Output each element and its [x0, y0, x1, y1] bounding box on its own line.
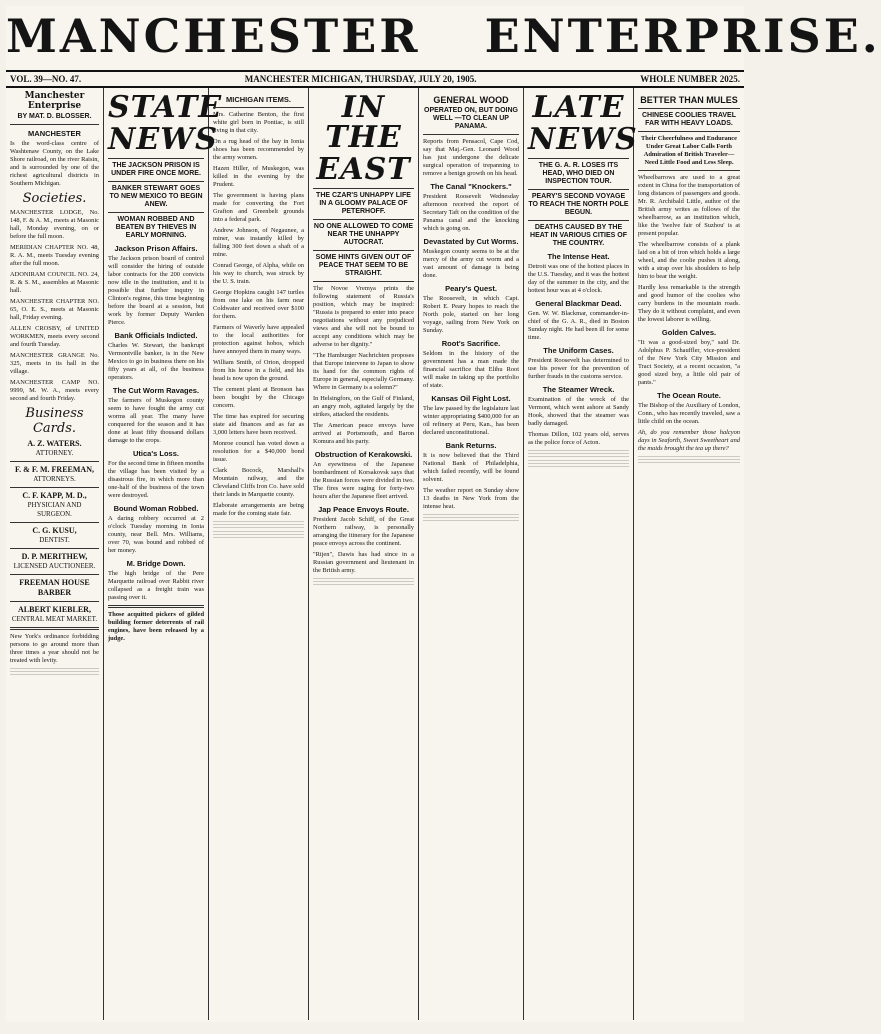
story-text: The Novoe Vremya prints the following statement of Russia's position, which may be inspired: "Russia is prepared to enter into peace negotiations without any prejudiced views and she will not be bound to accept any conditions which may be adverse to her dignity.": [313, 285, 414, 348]
column-state-news: [104, 88, 223, 1020]
story-text: It is now believed that the Third National Bank of Philadelphia, which failed recently, will be found solvent.: [423, 452, 519, 483]
text-filler: [528, 450, 629, 458]
story-heading: The Ocean Route.: [657, 391, 721, 400]
columns: [6, 88, 744, 1020]
divider: [10, 487, 99, 488]
story-text: The high bridge of the Pere Marquette railroad over Rabbit river collapsed as a freight train was passing over it.: [108, 570, 204, 601]
intro-text: Is the word-class centre of Washtenaw County, on the Lake Shore railroad, on the river Raisin, and is surrounded by one of the richest agricultural districts in Southern Michigan.: [10, 140, 99, 187]
subheading: OPERATED ON, BUT DOING WELL —TO CLEAN UP PANAMA.: [424, 107, 518, 130]
divider: [638, 131, 740, 132]
story-text: The American peace envoys have arrived at Portsmouth, and Baron Komura and his party.: [313, 422, 414, 445]
card-role: ATTORNEY.: [35, 449, 74, 457]
story-text: The wheelbarrow consists of a plank laid on a bit of iron which holds a large wheel, and the coolie pushes it along, with a strap over his shoulders to help him to bear the weight.: [638, 241, 740, 280]
column-late-news: [524, 88, 638, 1020]
subheading: NO ONE ALLOWED TO COME NEAR THE UNHAPPY AUTOCRAT.: [313, 223, 414, 246]
divider: [313, 250, 414, 251]
divider: [10, 461, 99, 462]
society-listing: ADONIRAM COUNCIL NO. 24, R. & S. M., assembles at Masonic hall.: [10, 271, 99, 294]
divider: [313, 188, 414, 189]
story-text: Muskegon county seems to be at the mercy of the army cut worm and a vast amount of damage is being done.: [423, 248, 519, 279]
news-item: The cement plant at Bronson has been bought by the Chicago concern.: [213, 386, 304, 409]
story-heading: Kansas Oil Fight Lost.: [431, 394, 511, 403]
news-item: Conrad George, of Alpha, while on his way to church, was struck by the U. S. train.: [213, 262, 304, 285]
story-heading: Golden Calves.: [661, 328, 717, 337]
divider: [638, 108, 740, 109]
card-role: DENTIST.: [39, 536, 70, 544]
east-heading: EAST: [316, 152, 411, 187]
story-text: Gen. W. W. Blackmar, commander-in-chief of the G. A. R., died in Boston Sunday night. He had been ill for some time.: [528, 310, 629, 341]
card-role: LICENSED AUCTIONEER.: [13, 562, 96, 570]
subheading: BANKER STEWART GOES TO NEW MEXICO TO BEGIN ANEW.: [109, 185, 203, 208]
story-text: Reports from Pensacol, Cape Cod, say that Maj.-Gen. Leonard Wood has just undergone the delicate surgical operation of trepanning to remove a benign growth on his head.: [423, 138, 519, 177]
subheading: WOMAN ROBBED AND BEATEN BY THIEVES IN EARLY MORNING.: [115, 216, 197, 239]
byline: BY MAT. D. BLOSSER.: [17, 113, 92, 120]
story-text: The law passed by the legislature last winter appropriating $400,000 for an oil refinery at Peru, Kan., has been declared unconstitutional.: [423, 405, 519, 436]
card-name: F. & F. M. FREEMAN,: [15, 465, 94, 474]
subheading: CHINESE COOLIES TRAVEL FAR WITH HEAVY LOADS.: [642, 112, 736, 127]
story-text: Wheelbarrows are used to a great extent in China for the transportation of long distances of passengers and goods. Mr. R. Archibald Little, author of the British army writes as follows of the wheelbarrow, as an institution which, like the 'twelve fair of Suzhou' is at present popular.: [638, 174, 740, 237]
story-text: Charles W. Stewart, the bankrupt Vermontville banker, is in the New Mexico to go in business there on his fifty years at all, of the business operators.: [108, 342, 204, 381]
subheading: DEATHS CAUSED BY THE HEAT IN VARIOUS CITIES OF THE COUNTRY.: [530, 224, 627, 247]
story-text: A daring robbery occurred at 2 o'clock Tuesday morning in Ionia county, near Bell. Mrs. Williams, over 70, was bound and robbed of her money.: [108, 515, 204, 554]
society-listing: ALLEN CROSBY, of UNITED WORKMEN, meets every second and fourth Tuesday.: [10, 325, 99, 348]
michigan-items-heading: MICHIGAN ITEMS.: [226, 95, 291, 104]
column-better-than-mules: [634, 88, 744, 1020]
divider: [10, 548, 99, 549]
news-item: Mrs. Catherine Benton, the first white girl born in Pontiac, is still living in that city.: [213, 111, 304, 134]
state-heading: STATE: [108, 90, 223, 125]
society-listing: MANCHESTER CAMP NO. 9999, M. W. A., meets every second and fourth Friday.: [10, 379, 99, 402]
divider: [313, 281, 414, 282]
newspaper-page: [6, 6, 881, 1022]
divider: [10, 124, 99, 125]
story-text: Thomas Dillon, 102 years old, serves as the police force of Acton.: [528, 431, 629, 446]
story-heading: General Blackmar Dead.: [535, 299, 622, 308]
story-text: President Roosevelt has determined to use his power for the prevention of further frauds in the customs service.: [528, 357, 629, 380]
news-item: William Smith, of Orion, dropped from his horse in a field, and his head is now upon the ground.: [213, 359, 304, 382]
business-card: [10, 552, 99, 571]
story-heading: The Intense Heat.: [547, 252, 610, 261]
story-text: The Jackson prison board of control will consider the hiring of outside labor contracts for the 200 convicts now idle in the institution, and it is possible that further inquiry in Clinton's regime, this time beginning before the board at a session, but work by former Deputy Warden Pierce.: [108, 255, 204, 326]
text-filler: [213, 531, 304, 539]
news-item: The government is having plans made for converting the Fort Grafton and Greenbelt grounds into a federal park.: [213, 192, 304, 223]
volume-number: VOL. 39—NO. 47.: [10, 74, 82, 84]
card-role: CENTRAL MEAT MARKET.: [11, 615, 98, 623]
story-heading: The Steamer Wreck.: [542, 385, 615, 394]
story-heading: Jackson Prison Affairs.: [114, 244, 198, 253]
story-heading: The Canal "Knockers.": [430, 182, 512, 191]
story-heading: Bank Returns.: [445, 441, 497, 450]
news-item: Clark Bocock, Marshall's Mountain railway, and the Cleveland Cliffs Iron Co. have sold their lands in Marquette county.: [213, 467, 304, 498]
title-left: MANCHESTER: [6, 9, 421, 63]
text-filler: [313, 578, 414, 586]
card-name: FREEMAN HOUSE BARBER: [19, 578, 90, 597]
business-cards-heading: Business Cards.: [25, 406, 84, 436]
news-heading: NEWS: [528, 122, 638, 157]
story-text: The farmers of Muskegon county seem to have fought the army cut worms all year. The many have conquered for the season and it has done at least fifty thousand dollars damage to the crops.: [108, 397, 204, 444]
subheading: THE JACKSON PRISON IS UNDER FIRE ONCE MORE.: [111, 162, 201, 177]
story-heading: Utica's Loss.: [133, 449, 179, 458]
news-item: On a rug head of the bay in Ionia shoes has been recommended by the army women.: [213, 138, 304, 161]
text-filler: [423, 514, 519, 522]
news-item: George Hopkins caught 147 turtles from one lake on his farm near Coldwater and received over $100 for them.: [213, 289, 304, 320]
divider: [10, 601, 99, 602]
subheading: THE G. A. R. LOSES ITS HEAD, WHO DIED ON INSPECTION TOUR.: [538, 162, 619, 185]
card-name: D. P. MERITHEW,: [21, 552, 88, 561]
story-heading: The Cut Worm Ravages.: [112, 386, 200, 395]
card-name: C. F. KAPP, M. D.,: [22, 491, 87, 500]
divider: [108, 605, 204, 608]
divider: [10, 522, 99, 523]
divider: [213, 107, 304, 108]
story-text: In Helsingfors, on the Gulf of Finland, an angry mob, agitated largely by the strikes, attacked the residents.: [313, 395, 414, 418]
text-filler: [213, 521, 304, 529]
general-wood-heading: GENERAL WOOD: [433, 95, 509, 105]
subheading: SOME HINTS GIVEN OUT OF PEACE THAT SEEM TO BE STRAIGHT.: [315, 254, 412, 277]
divider: [528, 220, 629, 221]
story-heading: Devastated by Cut Worms.: [423, 237, 519, 246]
story-text: The Bishop of the Auxiliary of London, Conn., who has recently traveled, saw a little child on the ocean.: [638, 402, 740, 425]
divider: [10, 627, 99, 630]
card-name: A. Z. WATERS.: [27, 439, 82, 448]
divider: [108, 212, 204, 213]
better-than-mules-heading: BETTER THAN MULES: [640, 95, 738, 105]
dateline: [6, 72, 744, 88]
story-text: The weather report on Sunday show 13 deaths in New York from the intense heat.: [423, 487, 519, 510]
news-item: Andrew Johnson, of Negaunee, a miner, was instantly killed by falling 300 feet down a shaft of a mine.: [213, 227, 304, 258]
society-listing: MANCHESTER CHAPTER NO. 65, O. E. S., meets at Masonic hall, Friday evening.: [10, 298, 99, 321]
divider: [108, 181, 204, 182]
bottom-paragraph: New York's ordinance forbidding persons to go around more than three times a year should not be treated with levity.: [10, 633, 99, 664]
story-text: Ah, do you remember those halcyon days in Seaforth, Sweet Sweetheart and the maids brought the tea up there?: [638, 429, 740, 452]
card-role: ATTORNEYS.: [33, 475, 76, 483]
divider: [638, 170, 740, 171]
business-card: [10, 465, 99, 484]
story-text: The Roosevelt, in which Capt. Robert E. Peary hopes to reach the North pole, started on her long voyage, sailing from New York on Sunday.: [423, 295, 519, 334]
story-text: President Roosevelt Wednesday afternoon received the report of Secretary Taft on the condition of the Panama canal and the knocking which is going on.: [423, 193, 519, 232]
news-item: Monroe council has voted down a resolution for a $40,000 bond issue.: [213, 440, 304, 463]
title-right: ENTERPRISE.: [484, 9, 881, 63]
story-heading: Root's Sacrifice.: [441, 339, 501, 348]
story-heading: Jap Peace Envoys Route.: [318, 505, 409, 514]
card-name: C. G. KUSU,: [32, 526, 77, 535]
section-manchester: MANCHESTER: [28, 129, 81, 138]
news-item: Hazen Hiller, of Muskegon, was killed in the evening by the Prudent.: [213, 165, 304, 188]
news-item: The time has expired for securing state aid finances and as far as 3,000 letters have been received.: [213, 413, 304, 436]
card-role: PHYSICIAN AND SURGEON.: [27, 501, 82, 518]
societies-heading: Societies.: [22, 191, 87, 206]
story-heading: Obstruction of Kerakowski.: [314, 450, 413, 459]
business-card: [10, 526, 99, 545]
subheading: THE CZAR'S UNHAPPY LIFE IN A GLOOMY PALACE OF PETERHOFF.: [316, 192, 411, 215]
divider: [423, 134, 519, 135]
story-heading: Bank Officials Indicted.: [114, 331, 198, 340]
society-listing: MANCHESTER GRANGE No. 325, meets in its hall in the village.: [10, 352, 99, 375]
business-card: [10, 491, 99, 519]
story-text: For the second time in fifteen months the village has been visited by a disastrous fire, in which more than one-half of the business of the town were destroyed.: [108, 460, 204, 499]
business-card: [10, 439, 99, 458]
story-heading: Bound Woman Robbed.: [113, 504, 199, 513]
column-in-the-east: [309, 88, 419, 1020]
story-text: President Jacob Schiff, of the Great Northern railway, is personally arranging the itinerary for the Japanese peace envoys across the continent.: [313, 516, 414, 547]
column-directory: [6, 88, 104, 1020]
text-filler: [528, 460, 629, 468]
in-the-heading: IN THE: [325, 90, 402, 155]
business-card: [10, 578, 99, 598]
story-heading: Peary's Quest.: [445, 284, 497, 293]
late-heading: LATE: [532, 90, 625, 125]
divider: [528, 189, 629, 190]
divider: [108, 158, 204, 159]
text-filler: [10, 668, 99, 676]
business-card: [10, 605, 99, 624]
society-listing: MANCHESTER LODGE, No. 148, F. & A. M., meets at Masonic hall, Monday evening, on or before the full moon.: [10, 209, 99, 240]
text-filler: [638, 456, 740, 464]
news-heading: NEWS: [108, 122, 218, 157]
newspaper-title: [6, 6, 881, 66]
society-listing: MERIDIAN CHAPTER NO. 48, R. A. M., meets Tuesday evening after the full moon.: [10, 244, 99, 267]
story-heading: M. Bridge Down.: [126, 559, 186, 568]
story-text: "Rijen", Dawis has had since in a Russian government and lieutenant in the British army.: [313, 551, 414, 574]
news-item: Elaborate arrangements are being made for the coming state fair.: [213, 502, 304, 517]
news-item: Farmers of Waverly have appealed to the local authorities for protection against hobos, which have annoyed them in many ways.: [213, 324, 304, 355]
story-text: "It was a good-sized boy," said Dr. Adolphus P. Schauffler, vice-president of the New York City Mission and Tract Society, at a recent occasion, "a good sized boy, a little old pair of pants.": [638, 339, 740, 386]
bottom-paragraph: Those acquitted pickers of gilded building former deterrents of rail engines, have been released by a judge.: [108, 611, 204, 642]
story-text: Examination of the wreck of the Vermont, which went ashore at Sandy Hook, showed that the steamer was badly damaged.: [528, 396, 629, 427]
story-heading: The Uniform Cases.: [543, 346, 614, 355]
location-date: MANCHESTER MICHIGAN, THURSDAY, JULY 20, 1905.: [244, 74, 477, 84]
story-text: "The Hamburger Nachrichten proposes that Europe intervene to Japan to show its hand for the common rights of Europe in general, especially Germany. Where in Germany is a solemn?": [313, 352, 414, 391]
divider: [10, 574, 99, 575]
divider: [313, 219, 414, 220]
story-text: Detroit was one of the hottest places in the U.S. Tuesday, and it was the hottest day of the summer in the city, and the hottest hour was at 4 o'clock.: [528, 263, 629, 294]
whole-number: WHOLE NUMBER 2025.: [640, 74, 740, 84]
divider: [528, 158, 629, 159]
card-name: ALBERT KIEBLER,: [18, 605, 91, 614]
column-general-wood: [419, 88, 524, 1020]
enterprise-header: Manchester Enterprise: [24, 91, 85, 111]
deck-text: Their Cheerfulness and Endurance Under Great Labor Calls Forth Admiration of British Traveler—Need Little Food and Less Sleep.: [641, 135, 737, 166]
subheading: PEARY'S SECOND VOYAGE TO REACH THE NORTH POLE BEGUN.: [528, 193, 629, 216]
masthead: [6, 6, 881, 72]
story-text: Hardly less remarkable is the strength and good humor of the coolies who carry burdens in the mountain roads. They do it without complaint, and even the lowest laborer is willing.: [638, 284, 740, 323]
story-text: An eyewitness of the Japanese bombardment of Korsakovsk says that the Russian forces were divided in two. The fires were raging for forty-two hours after the Japanese fleet arrived.: [313, 461, 414, 500]
column-michigan-items: [209, 88, 309, 1020]
story-text: Seldom in the history of the government has a man made the financial sacrifice that Elihu Root will make in taking up the portfolio of state.: [423, 350, 519, 389]
